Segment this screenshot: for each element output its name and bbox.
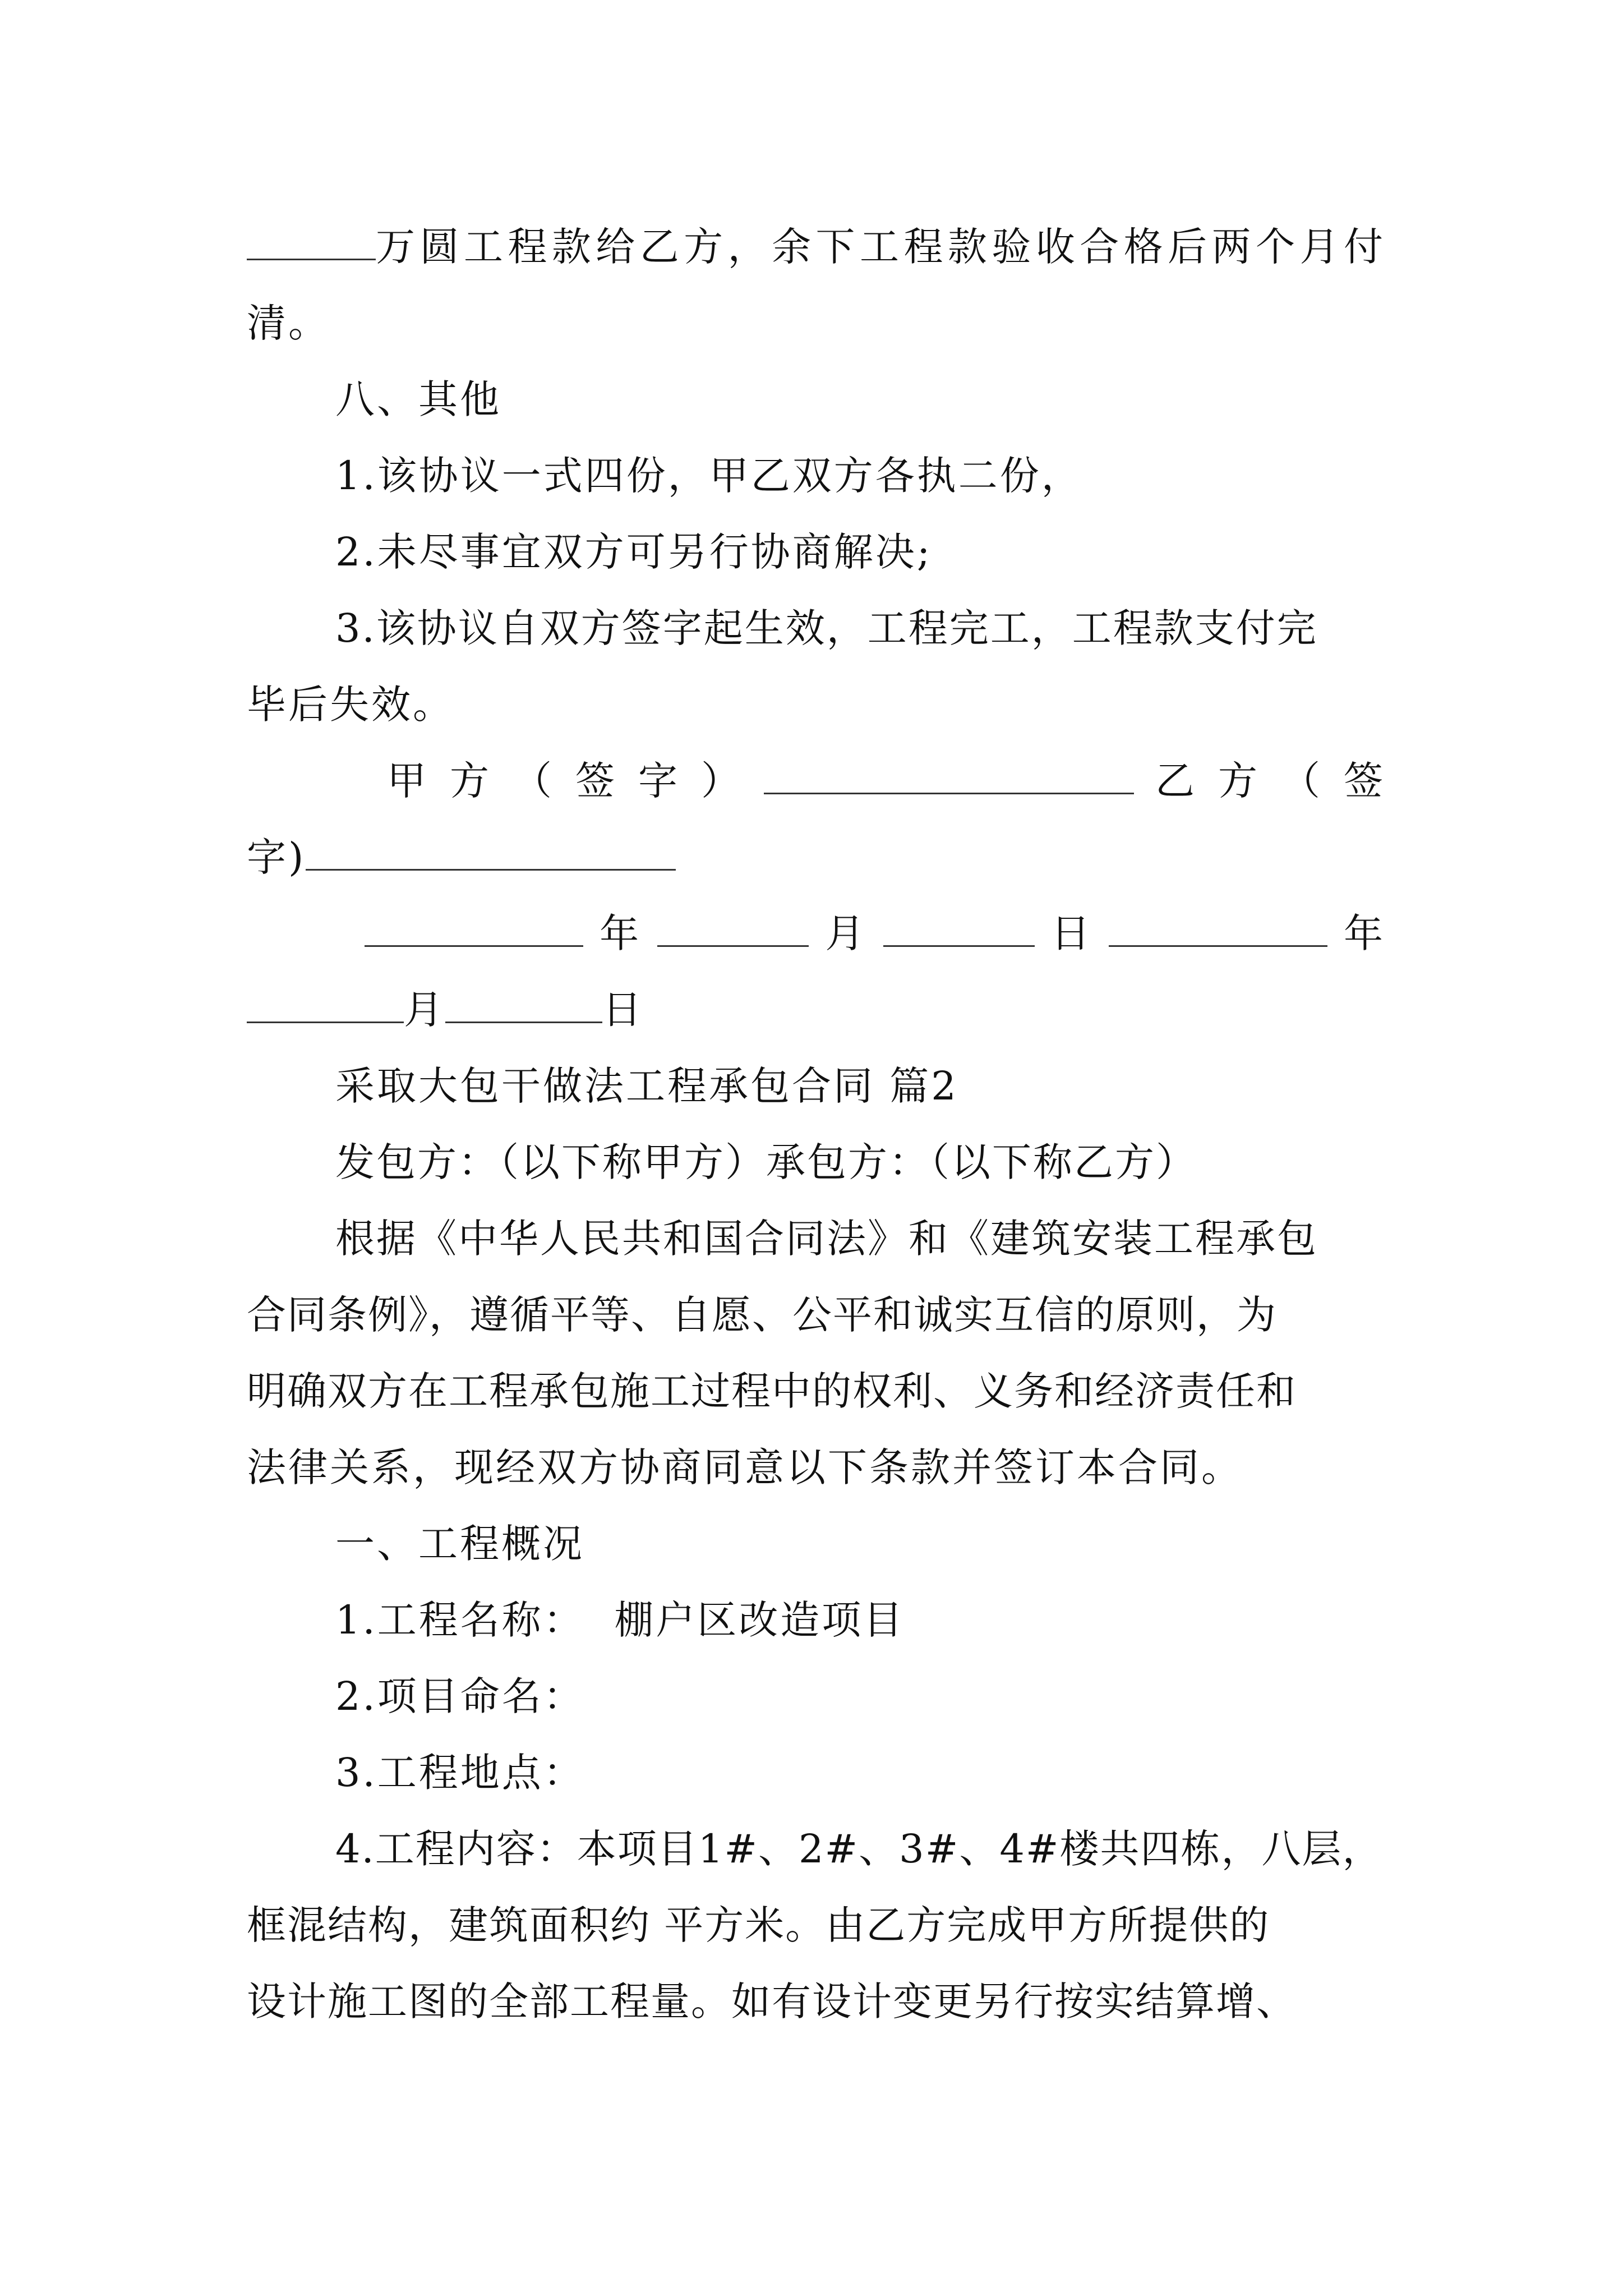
month-blank <box>657 904 809 947</box>
year-blank <box>1109 904 1327 947</box>
clause-item-cont: 毕后失效。 <box>247 682 454 728</box>
date-line <box>247 895 1385 972</box>
section-heading: 一、工程概况 <box>335 1521 584 1567</box>
paragraph-line <box>247 209 1385 285</box>
month-label: 月 <box>404 987 445 1033</box>
day-label: 日 <box>602 987 644 1033</box>
party-a-signature-blank <box>764 751 1134 794</box>
date-line-cont <box>247 972 1385 1048</box>
party-b-label-cont: 字) <box>247 834 306 880</box>
overview-item: 2.项目命名： <box>335 1673 585 1719</box>
preamble-line: 明确双方在工程承包施工过程中的权利、义务和经济责任和 <box>247 1368 1297 1414</box>
content-line: 框混结构，建筑面积约 平方米。由乙方完成甲方所提供的 <box>247 1902 1270 1948</box>
signature-line-cont <box>247 819 1385 895</box>
party-b-label-char: 方 <box>1218 758 1260 804</box>
day-blank <box>883 904 1035 947</box>
contract-parties: 发包方：（以下称甲方）承包方：（以下称乙方） <box>335 1139 1197 1185</box>
year-label: 年 <box>600 910 642 956</box>
month-label: 月 <box>825 910 867 956</box>
party-a-label-char: ） <box>701 758 743 804</box>
content-line: 4.工程内容：本项目1#、2#、3#、4#楼共四栋，八层， <box>335 1826 1383 1872</box>
contract-heading: 采取大包干做法工程承包合同 篇2 <box>335 1063 958 1109</box>
party-b-signature-blank <box>306 827 676 871</box>
blank-field <box>247 217 376 260</box>
party-a-label-char: 方 <box>450 758 491 804</box>
document-body <box>247 209 1385 2040</box>
party-b-label-char: 乙 <box>1155 758 1197 804</box>
party-b-label-char: 签 <box>1344 758 1385 804</box>
overview-item: 3.工程地点： <box>335 1750 585 1796</box>
preamble-line: 合同条例》，遵循平等、自愿、公平和诚实互信的原则，为 <box>247 1292 1277 1338</box>
signature-line <box>247 743 1385 819</box>
party-a-label-char: 甲 <box>387 758 428 804</box>
day-blank <box>445 980 602 1023</box>
day-label: 日 <box>1050 910 1092 956</box>
paragraph-line: 清。 <box>247 300 330 346</box>
overview-item: 1.工程名称： 棚户区改造项目 <box>335 1597 905 1643</box>
year-label: 年 <box>1343 910 1385 956</box>
party-a-label-char: 签 <box>575 758 617 804</box>
year-blank <box>365 904 583 947</box>
content-line: 设计施工图的全部工程量。如有设计变更另行按实结算增、 <box>247 1978 1297 2024</box>
section-heading: 八、其他 <box>335 376 501 422</box>
preamble-line: 法律关系，现经双方协商同意以下条款并签订本合同。 <box>247 1444 1243 1490</box>
party-b-label-char: （ <box>1281 758 1322 804</box>
month-blank <box>247 980 404 1023</box>
clause-item: 3.该协议自双方签字起生效，工程完工，工程款支付完 <box>335 605 1318 651</box>
preamble-line: 根据《中华人民共和国合同法》和《建筑安装工程承包 <box>335 1216 1318 1262</box>
party-a-label-char: 字 <box>638 758 680 804</box>
party-a-label-char: （ <box>513 758 554 804</box>
payment-terms-text: 万圆工程款给乙方，余下工程款验收合格后两个月付 <box>376 224 1385 270</box>
clause-item: 2.未尽事宜双方可另行协商解决; <box>335 529 933 575</box>
clause-item: 1.该协议一式四份，甲乙双方各执二份， <box>335 453 1083 499</box>
